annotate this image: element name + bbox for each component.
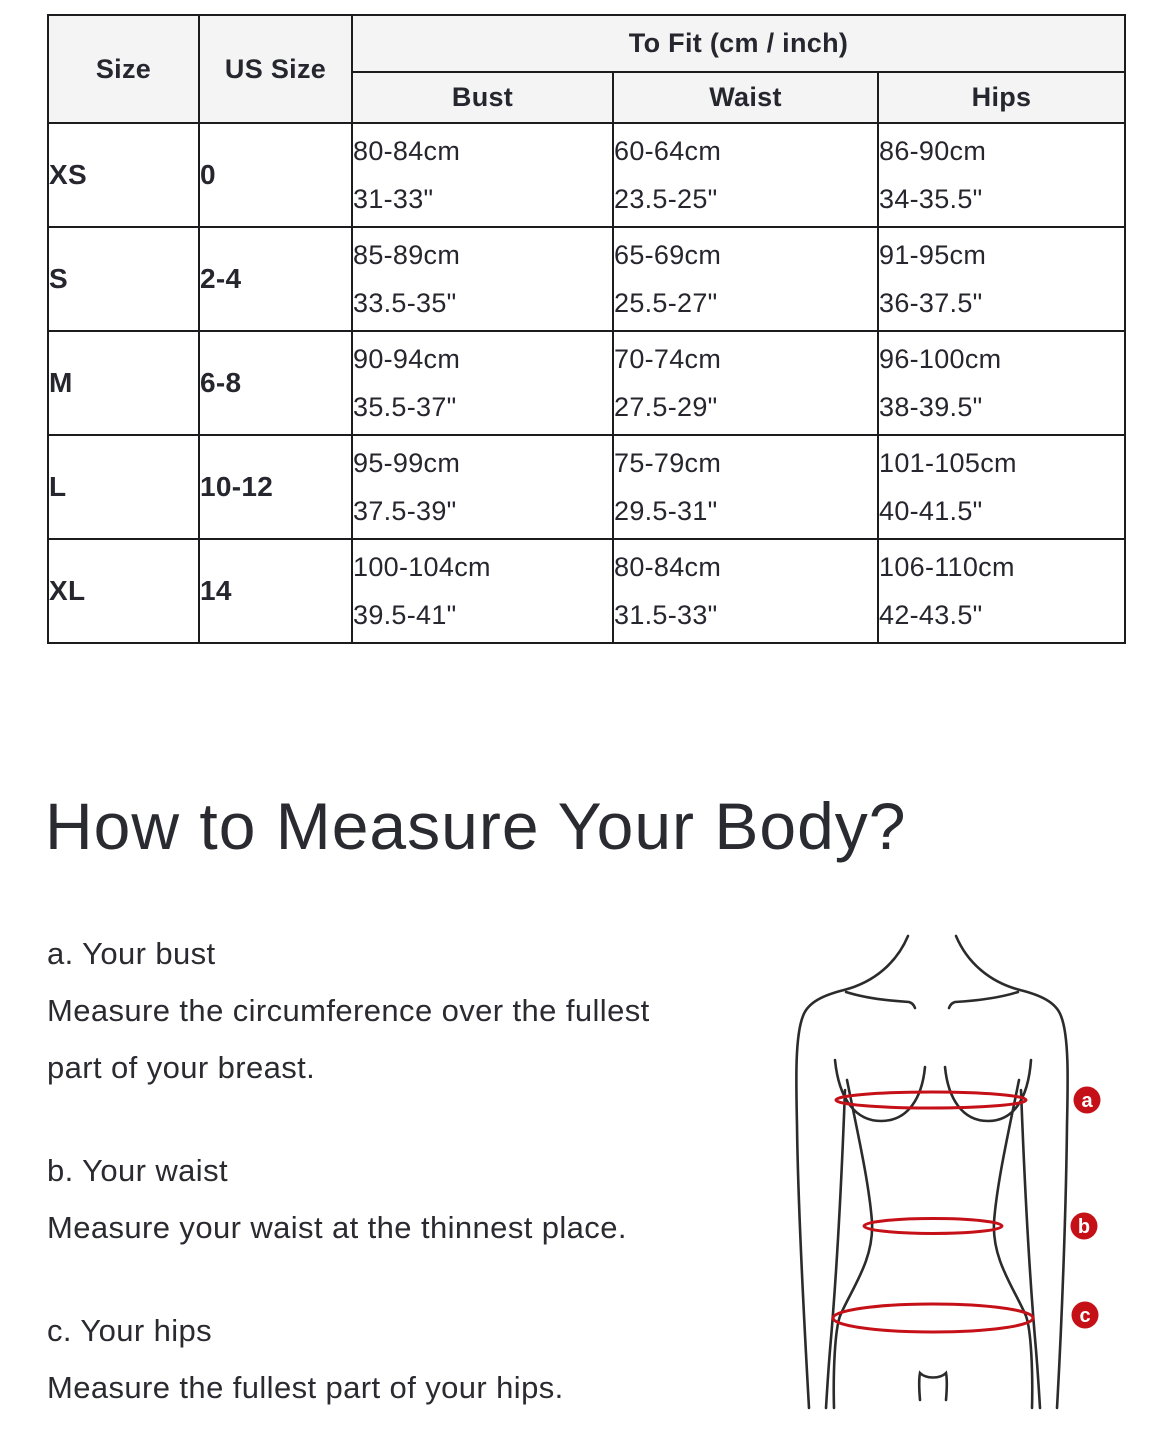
hips-inch: 40-41.5" bbox=[879, 496, 983, 526]
hips-inch: 38-39.5" bbox=[879, 392, 983, 422]
hips-cm: 91-95cm bbox=[879, 240, 987, 270]
cell-waist bbox=[613, 435, 878, 539]
cell-hips bbox=[878, 331, 1125, 435]
section-waist bbox=[47, 1142, 787, 1256]
bust-measure-line bbox=[836, 1092, 1026, 1108]
cell-us-size: 2-4 bbox=[199, 227, 352, 331]
section-hips bbox=[47, 1302, 787, 1416]
header-waist: Waist bbox=[613, 72, 878, 123]
bust-inch: 33.5-35" bbox=[353, 288, 457, 318]
bust-cm: 85-89cm bbox=[353, 240, 461, 270]
body-figure-illustration bbox=[780, 930, 1170, 1429]
cell-hips bbox=[878, 227, 1125, 331]
table-row-l bbox=[48, 435, 1125, 539]
left-collarbone-line bbox=[846, 992, 915, 1008]
cell-size: XL bbox=[48, 539, 199, 643]
cell-hips bbox=[878, 123, 1125, 227]
table-header-row-1 bbox=[48, 15, 1125, 72]
right-torso-hip-leg-line bbox=[994, 1080, 1032, 1408]
cell-bust bbox=[352, 331, 613, 435]
cell-us-size: 6-8 bbox=[199, 331, 352, 435]
waist-inch: 25.5-27" bbox=[614, 288, 718, 318]
cell-hips bbox=[878, 539, 1125, 643]
cell-size: S bbox=[48, 227, 199, 331]
cell-bust bbox=[352, 539, 613, 643]
header-to-fit: To Fit (cm / inch) bbox=[352, 15, 1125, 72]
header-bust: Bust bbox=[352, 72, 613, 123]
section-hips-text-line-1: Measure the fullest part of your hips. bbox=[47, 1370, 564, 1405]
cell-bust bbox=[352, 435, 613, 539]
cell-size: XS bbox=[48, 123, 199, 227]
waist-cm: 60-64cm bbox=[614, 136, 722, 166]
measure-instructions bbox=[47, 925, 787, 1429]
hips-cm: 86-90cm bbox=[879, 136, 987, 166]
page-title: How to Measure Your Body? bbox=[45, 789, 907, 863]
cell-bust bbox=[352, 123, 613, 227]
section-waist-label: b. Your waist bbox=[47, 1153, 228, 1188]
bust-cm: 100-104cm bbox=[353, 552, 491, 582]
waist-inch: 23.5-25" bbox=[614, 184, 718, 214]
waist-cm: 80-84cm bbox=[614, 552, 722, 582]
bust-inch: 39.5-41" bbox=[353, 600, 457, 630]
hips-cm: 96-100cm bbox=[879, 344, 1002, 374]
table-row-m bbox=[48, 331, 1125, 435]
section-bust-label: a. Your bust bbox=[47, 936, 216, 971]
waist-cm: 70-74cm bbox=[614, 344, 722, 374]
cell-us-size: 14 bbox=[199, 539, 352, 643]
measure-badges bbox=[1071, 1087, 1101, 1329]
waist-inch: 29.5-31" bbox=[614, 496, 718, 526]
torso-outline bbox=[796, 936, 1067, 1408]
crotch-line bbox=[919, 1373, 947, 1400]
cell-size: M bbox=[48, 331, 199, 435]
section-bust bbox=[47, 925, 787, 1096]
waist-measure-line bbox=[864, 1219, 1002, 1234]
waist-cm: 75-79cm bbox=[614, 448, 722, 478]
measurement-lines bbox=[833, 1092, 1033, 1332]
cell-waist bbox=[613, 227, 878, 331]
bust-inch: 37.5-39" bbox=[353, 496, 457, 526]
size-chart-table bbox=[47, 14, 1126, 644]
right-collarbone-line bbox=[949, 992, 1018, 1008]
section-waist-text-line-1: Measure your waist at the thinnest place. bbox=[47, 1210, 627, 1245]
waist-cm: 65-69cm bbox=[614, 240, 722, 270]
cell-waist bbox=[613, 123, 878, 227]
bust-cm: 80-84cm bbox=[353, 136, 461, 166]
hips-inch: 34-35.5" bbox=[879, 184, 983, 214]
left-torso-hip-leg-line bbox=[834, 1080, 872, 1408]
section-bust-text-line-2: part of your breast. bbox=[47, 1050, 316, 1085]
bust-inch: 35.5-37" bbox=[353, 392, 457, 422]
section-bust-text-line-1: Measure the circumference over the fullest bbox=[47, 993, 650, 1028]
left-neck-shoulder-arm-line bbox=[796, 936, 908, 1408]
right-neck-shoulder-arm-line bbox=[956, 936, 1068, 1408]
badge-b-label: b bbox=[1077, 1216, 1091, 1238]
hips-cm: 106-110cm bbox=[879, 552, 1015, 582]
waist-inch: 27.5-29" bbox=[614, 392, 718, 422]
table-row-xl bbox=[48, 539, 1125, 643]
hips-cm: 101-105cm bbox=[879, 448, 1017, 478]
table-row-xs bbox=[48, 123, 1125, 227]
hips-inch: 36-37.5" bbox=[879, 288, 983, 318]
table-row-s bbox=[48, 227, 1125, 331]
cell-us-size: 0 bbox=[199, 123, 352, 227]
badge-letters bbox=[1078, 1090, 1094, 1327]
bust-inch: 31-33" bbox=[353, 184, 434, 214]
header-size: Size bbox=[48, 15, 199, 123]
bust-cm: 90-94cm bbox=[353, 344, 461, 374]
cell-hips bbox=[878, 435, 1125, 539]
badge-a-label: a bbox=[1081, 1090, 1093, 1112]
cell-waist bbox=[613, 331, 878, 435]
hips-inch: 42-43.5" bbox=[879, 600, 983, 630]
cell-waist bbox=[613, 539, 878, 643]
cell-us-size: 10-12 bbox=[199, 435, 352, 539]
section-hips-label: c. Your hips bbox=[47, 1313, 213, 1348]
cell-bust bbox=[352, 227, 613, 331]
waist-inch: 31.5-33" bbox=[614, 600, 718, 630]
cell-size: L bbox=[48, 435, 199, 539]
header-us-size: US Size bbox=[199, 15, 352, 123]
badge-c-label: c bbox=[1079, 1305, 1091, 1327]
bust-cm: 95-99cm bbox=[353, 448, 461, 478]
header-hips: Hips bbox=[878, 72, 1125, 123]
hips-measure-line bbox=[833, 1304, 1033, 1332]
